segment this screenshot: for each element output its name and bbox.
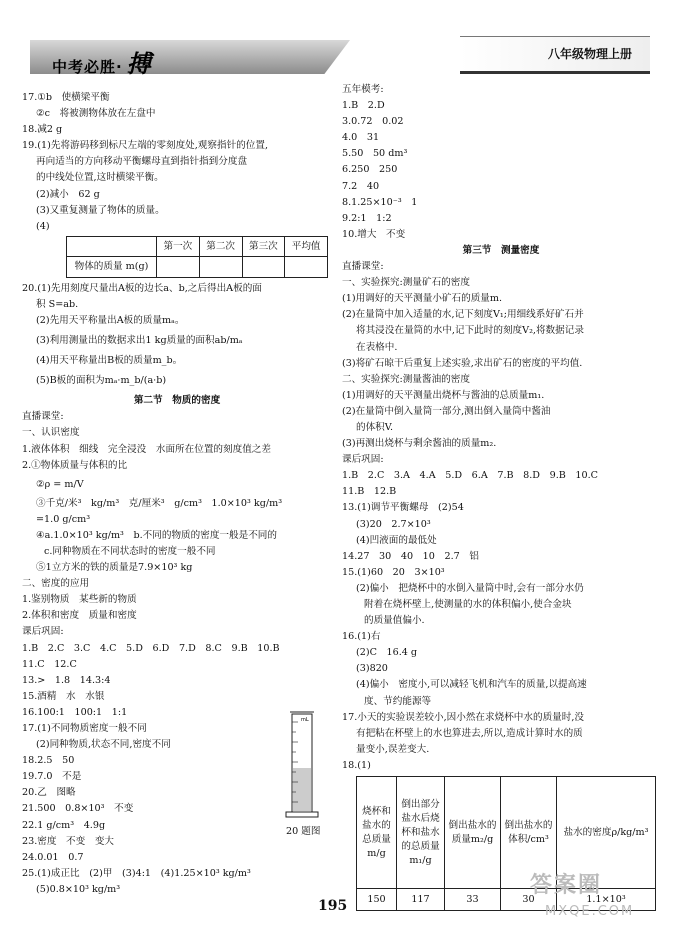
- line: 13.(1)调节平衡螺母 (2)54: [342, 502, 464, 514]
- table-header: 倒出部分盐水后烧杯和盐水的总质量m₁/g: [397, 777, 445, 889]
- line: 18.减2 g: [22, 124, 63, 136]
- table-cell: 1.1×10³: [557, 889, 656, 911]
- line: 22.1 g/cm³ 4.9g: [22, 819, 106, 831]
- line: 6.250 250: [342, 164, 398, 176]
- line: 18.2.5 50: [22, 755, 75, 767]
- line: 19.(1)先将游码移到标尺左端的零刻度处,观察指针的位置,: [22, 140, 269, 152]
- line: 15.(1)60 20 3×10³: [342, 566, 445, 578]
- line: 的质量值偏小.: [364, 615, 425, 627]
- line: (4)偏小 密度小,可以减轻飞机和汽车的质量,以提高速: [356, 679, 587, 691]
- table-cell: [199, 257, 242, 278]
- line: 再向适当的方向移动平衡螺母直到指针指到分度盘: [36, 156, 248, 168]
- line: (4): [36, 220, 50, 232]
- line: (2)在量筒中倒入量筒一部分,测出倒入量筒中酱油: [342, 405, 551, 417]
- line: 的中线处位置,这时横梁平衡。: [36, 172, 164, 184]
- line: (3)20 2.7×10³: [356, 518, 431, 530]
- line: 1.B 2.C 3.A 4.A 5.D 6.A 7.B 8.D 9.B 10.C: [342, 470, 598, 482]
- line: 7.2 40: [342, 180, 380, 192]
- watermark-logo: 答案圈: [530, 873, 603, 898]
- line: 17.(1)不同物质密度一般不同: [22, 723, 147, 734]
- line: 14.27 30 40 10 2.7 铝: [342, 550, 479, 562]
- line: 直播课堂:: [22, 411, 64, 423]
- line: 21.500 0.8×10³ 不变: [22, 803, 134, 815]
- q18-table: [356, 776, 656, 911]
- q19-table: [66, 236, 328, 278]
- line: 16.100:1 100:1 1:1: [22, 706, 128, 718]
- line: 1.B 2.C 3.C 4.C 5.D 6.D 7.D 8.C 9.B 10.B: [22, 642, 280, 654]
- line: 10.增大 不变: [342, 228, 406, 240]
- line: (5)B板的面积为mₐ·m_b/(a·b): [36, 375, 167, 387]
- line: 20.(1)先用刻度尺量出A板的边长a、b,之后得出A板的面: [22, 282, 262, 294]
- line: 量变小,误差变大.: [356, 743, 430, 755]
- line: ②ρ = m/V: [36, 478, 84, 490]
- line: (2)偏小 把烧杯中的水倒入量筒中时,会有一部分水仍: [356, 582, 584, 594]
- table-header: 第三次: [242, 236, 285, 257]
- line: 1.鉴别物质 某些新的物质: [22, 594, 137, 606]
- line: (3)再测出烧杯与剩余酱油的质量m₂.: [342, 438, 497, 450]
- table-cell: 117: [397, 889, 445, 911]
- line: (3)又重复测量了物体的质量。: [36, 204, 165, 216]
- table-header: 倒出盐水的质量m₂/g: [445, 777, 501, 889]
- table-cell: 30: [501, 889, 557, 911]
- line: 24.0.01 0.7: [22, 851, 84, 863]
- line: 2.①物体质量与体积的比: [22, 459, 128, 471]
- line: 16.(1)右: [342, 631, 381, 643]
- line: (2)C 16.4 g: [356, 647, 418, 659]
- line: 一、认识密度: [22, 427, 80, 439]
- line: c.同种物质在不同状态时的密度一般不同: [44, 545, 216, 557]
- line: 8.1.25×10⁻³ 1: [342, 196, 418, 208]
- line: 1.B 2.D: [342, 100, 385, 112]
- table-cell: 33: [445, 889, 501, 911]
- line: 20.乙 图略: [22, 787, 76, 799]
- table-header: 第二次: [199, 236, 242, 257]
- table-cell: [242, 257, 285, 278]
- line: ⑤1立方米的铁的质量是7.9×10³ kg: [36, 562, 193, 574]
- line: 19.7.0 不是: [22, 771, 82, 783]
- line: 17.小天的实验误差较小,因小然在求烧杯中水的质量时,没: [342, 711, 585, 723]
- line: 课后巩固:: [342, 454, 384, 466]
- cylinder-unit-label: mL: [301, 717, 309, 723]
- table-cell: [285, 257, 328, 278]
- line: (1)用调好的天平测量出烧杯与酱油的总质量m₁.: [342, 389, 545, 401]
- line: 11.C 12.C: [22, 658, 77, 670]
- line: 积 S=ab.: [36, 298, 79, 310]
- line: 11.B 12.B: [342, 486, 397, 498]
- line: (5)0.8×10³ kg/m³: [36, 883, 121, 895]
- table-row-label: 物体的质量 m(g): [67, 257, 157, 278]
- line: 附着在烧杯壁上,使测量的水的体积偏小,使合金块: [364, 599, 572, 610]
- graduated-cylinder-figure: [282, 708, 322, 820]
- table-header: 第一次: [157, 236, 200, 257]
- line: 17.①b 使横梁平衡: [22, 92, 110, 103]
- line: 18.(1): [342, 759, 371, 771]
- page-header: [30, 36, 650, 78]
- line: ②c 将被测物体放在左盘中: [36, 108, 156, 120]
- line: 4.0 31: [342, 132, 380, 144]
- line: 9.2:1 1:2: [342, 212, 392, 224]
- line: 将其浸没在量筒的水中,记下此时的刻度V₂,将数据记录: [356, 325, 584, 337]
- line: (2)先用天平称量出A板的质量mₐ。: [36, 315, 185, 327]
- line: 在表格中.: [356, 341, 398, 353]
- table-header: 盐水的密度ρ/kg/m³: [557, 777, 656, 889]
- line: 1.液体体积 细线 完全浸没 水面所在位置的刻度值之差: [22, 443, 271, 455]
- right-column: [342, 82, 660, 911]
- line: 2.体积和密度 质量和密度: [22, 610, 137, 622]
- table-cell: [67, 236, 157, 257]
- line: (2)在量筒中加入适量的水,记下刻度V₁;用细线系好矿石并: [342, 309, 584, 321]
- table-header: 烧杯和盐水的总质量m/g: [357, 777, 397, 889]
- line: (2)同种物质,状态不同,密度不同: [36, 739, 171, 751]
- line: ④a.1.0×10³ kg/m³ b.不同的物质的密度一般是不同的: [36, 529, 277, 541]
- line: 有把粘在杯壁上的水也算进去,所以,造成计算时水的质: [356, 727, 583, 739]
- line: (3)将矿石晾干后重复上述实验,求出矿石的密度的平均值.: [342, 357, 583, 369]
- line: 二、实验探究:测量酱油的密度: [342, 373, 470, 385]
- line: (1)用调好的天平测量小矿石的质量m.: [342, 293, 503, 305]
- line: 15.酒精 水 水银: [22, 690, 105, 702]
- line: (2)减小 62 g: [36, 188, 100, 200]
- line: 五年模考:: [342, 84, 384, 95]
- figure-caption: 20 题图: [286, 826, 321, 837]
- line: (3)820: [356, 663, 388, 675]
- line: (4)用天平称量出B板的质量m_b。: [36, 355, 183, 367]
- line: 23.密度 不变 变大: [22, 835, 115, 847]
- line: ③千克/米³ kg/m³ 克/厘米³ g/cm³ 1.0×10³ kg/m³: [36, 497, 283, 509]
- series-name: 中考必胜: [52, 58, 117, 76]
- line: 一、实验探究:测量矿石的密度: [342, 277, 470, 289]
- line: 直播课堂:: [342, 261, 384, 273]
- section-title: 第三节 测量密度: [462, 244, 540, 256]
- line: 3.0.72 0.02: [342, 116, 404, 128]
- line: 25.(1)成正比 (2)甲 (3)4:1 (4)1.25×10³ kg/m³: [22, 867, 251, 879]
- line: (3)利用测量出的数据求出1 kg质量的面积ab/mₐ: [36, 335, 243, 347]
- series-big-char: 搏: [126, 50, 152, 78]
- line: (4)凹液面的最低处: [356, 534, 437, 546]
- section-title: 第二节 物质的密度: [133, 395, 221, 407]
- series-logo: [52, 44, 152, 79]
- line: 的体积V.: [356, 421, 394, 433]
- line: 13.> 1.8 14.3:4: [22, 674, 111, 686]
- table-header: 平均值: [285, 236, 328, 257]
- line: 5.50 50 dm³: [342, 148, 408, 160]
- line: 二、密度的应用: [22, 578, 90, 590]
- series-dot: ·: [116, 58, 123, 76]
- watermark-url: MXQE.COM: [545, 904, 635, 919]
- table-cell: [157, 257, 200, 278]
- page-number: 195: [318, 898, 348, 914]
- grade-label: 八年级物理上册: [547, 47, 632, 61]
- line: =1.0 g/cm³: [36, 513, 91, 525]
- line: 课后巩固:: [22, 626, 64, 638]
- table-header: 倒出盐水的体积/cm³: [501, 777, 557, 889]
- table-cell: 150: [357, 889, 397, 911]
- line: 度、节约能源等: [364, 695, 432, 707]
